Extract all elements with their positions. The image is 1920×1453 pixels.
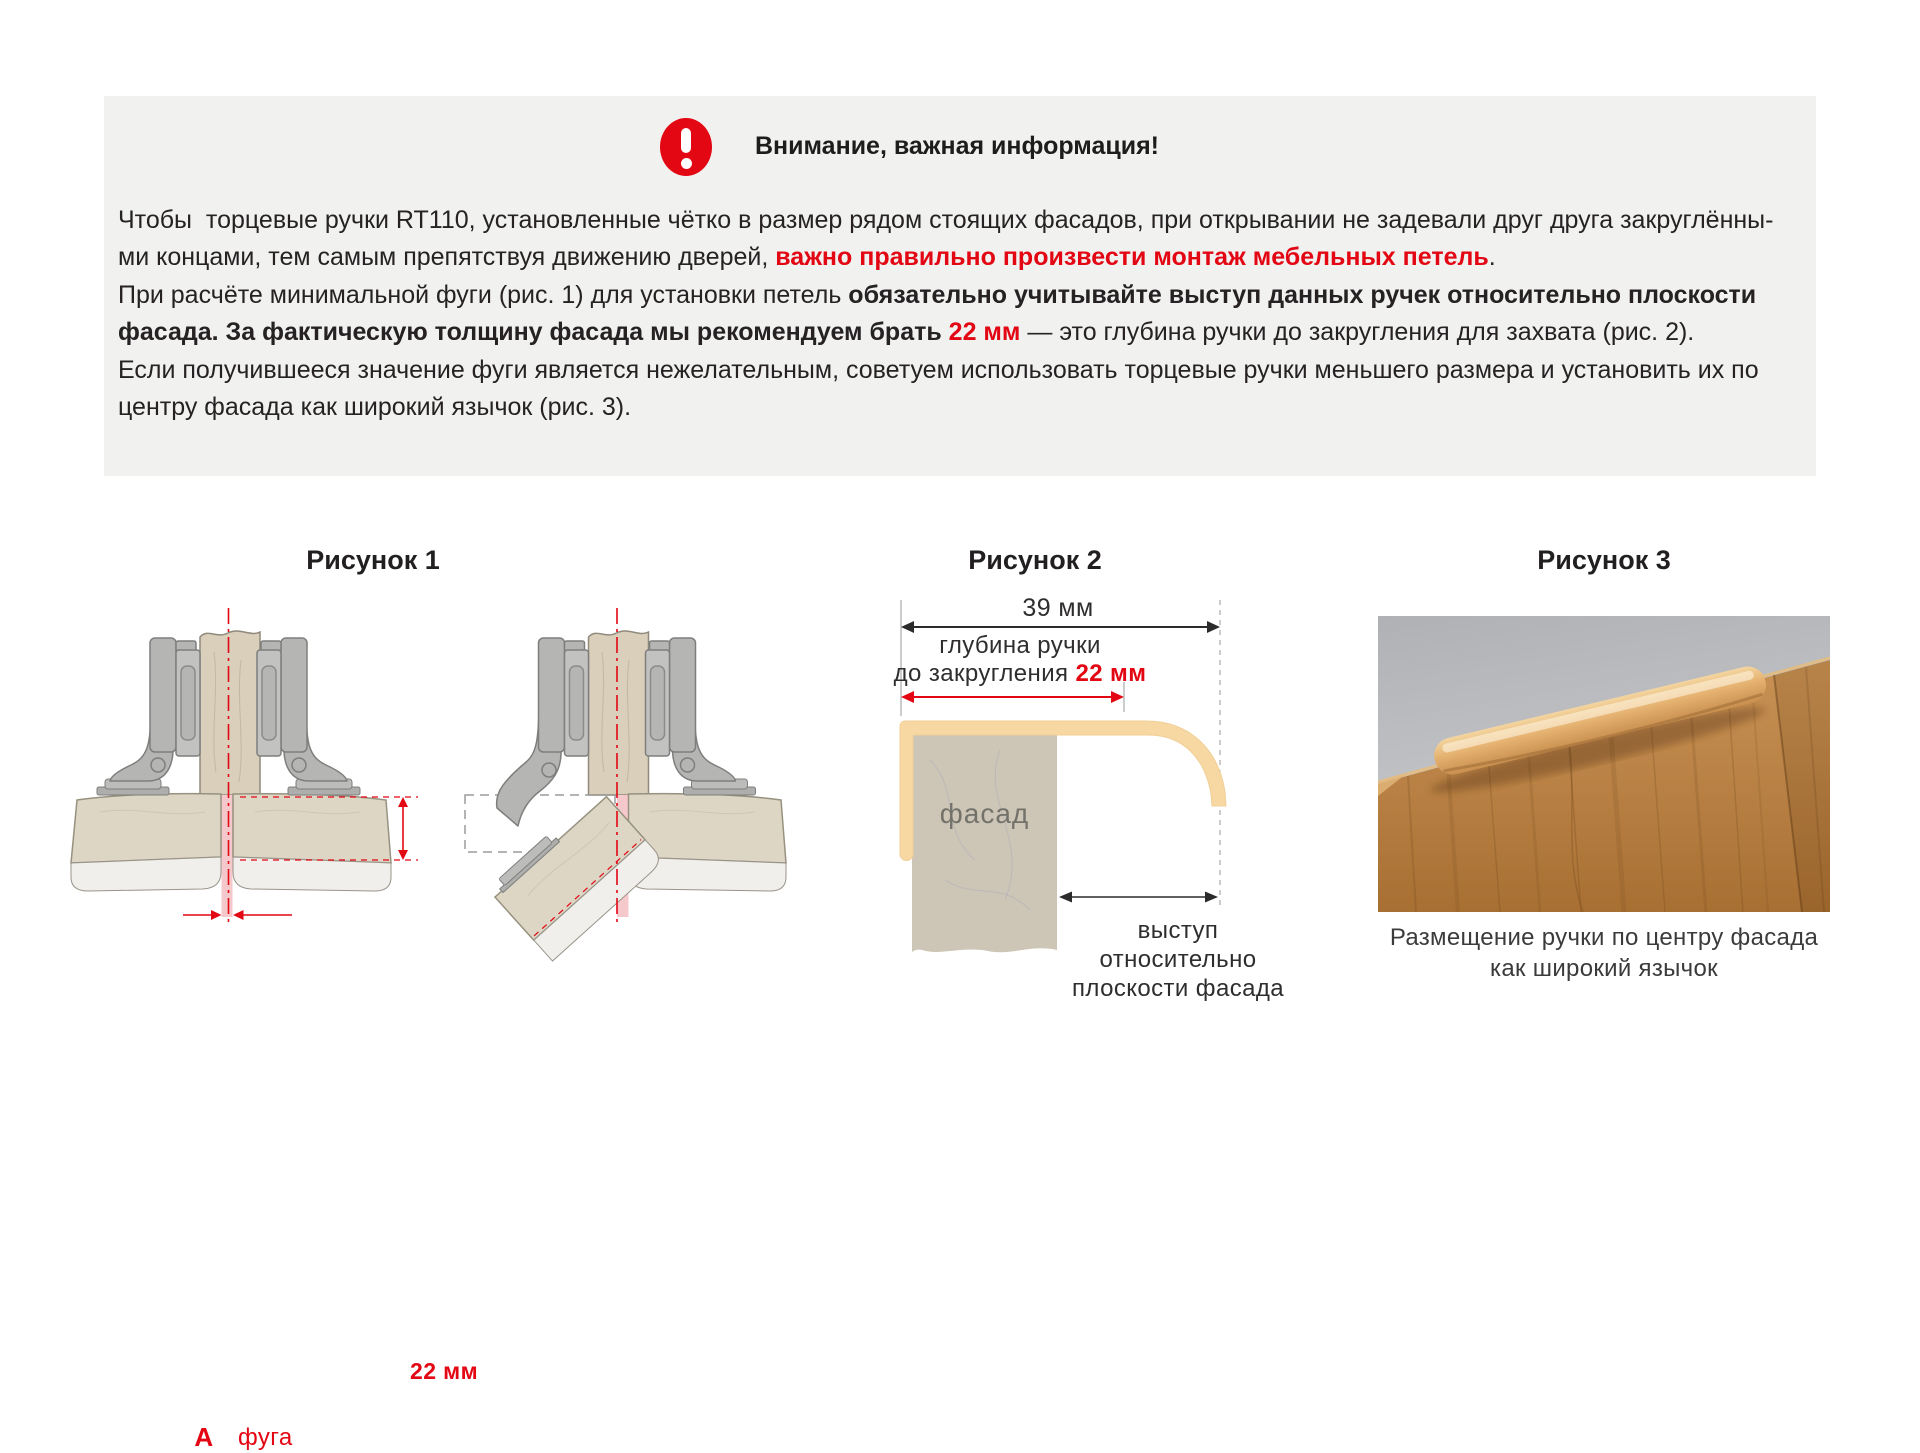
figure3-caption	[1378, 922, 1830, 984]
facade-panel	[912, 733, 1057, 952]
notice-paragraph-line: ми концами, тем самым препятствуя движению дверей, важно правильно произвести монтаж мебельных петель.	[118, 243, 1496, 272]
hinge-closed-diagram	[71, 608, 418, 924]
figure2-title: Рисунок 2	[968, 545, 1102, 575]
notice-paragraph-line: Чтобы торцевые ручки RT110, установленные чётко в размер рядом стоящих фасадов, при открывании не задевали друг друга закруглённы-	[118, 206, 1774, 234]
caption-line1: Размещение ручки по центру фасада	[1389, 924, 1819, 951]
gap-highlight	[222, 795, 233, 917]
depth-22mm-label: 22 мм	[410, 1358, 479, 1384]
facade-left	[71, 794, 221, 863]
notice-paragraph-line: Если получившееся значение фуги является нежелательным, советуем использовать торцевые ручки меньшего размера и установить их по	[118, 355, 1759, 384]
figure1-title: Рисунок 1	[306, 545, 440, 575]
protrusion-line1: выступ относительно	[1099, 917, 1257, 973]
hinge-open-icon	[497, 638, 589, 826]
protrusion-label	[1056, 916, 1300, 1003]
depth-22mm-value: 22 мм	[1075, 660, 1147, 687]
gap-a-label: А	[194, 1422, 214, 1452]
facade-label: фасад	[939, 798, 1030, 829]
exclamation-bar	[681, 128, 691, 153]
depth-dimension-arrow	[398, 797, 408, 860]
depth-dimension-arrow	[901, 691, 1124, 703]
fuga-label: фуга	[238, 1424, 293, 1451]
depth-note-line1: глубина ручки	[939, 632, 1101, 659]
notice-box	[104, 96, 1816, 476]
figure3-title: Рисунок 3	[1537, 545, 1671, 575]
figure3-handle-photo	[1378, 540, 1830, 1020]
protrusion-line2: плоскости фасада	[1072, 975, 1284, 1002]
exclamation-dot	[681, 158, 692, 169]
width-39mm-label: 39 мм	[1022, 594, 1094, 622]
hinge-icon	[110, 638, 200, 781]
notice-paragraph-line: При расчёте минимальной фуги (рис. 1) для установки петель обязательно учитывайте выступ данных ручек относительно плоскости	[118, 280, 1757, 309]
cabinet-partition	[200, 631, 260, 795]
notice-paragraph	[118, 202, 1812, 426]
facade-right	[233, 794, 391, 863]
warning-exclamation-icon	[660, 118, 712, 176]
figure1-drawing	[50, 540, 840, 1020]
cabinet-partition	[589, 631, 649, 795]
depth-note-label	[870, 632, 1170, 688]
figure2-handle-section	[870, 540, 1330, 1020]
notice-paragraph-line: фасада. За фактическую толщину фасада мы рекомендуем брать 22 мм — это глубина ручки до закругления для захвата (рис. 2).	[118, 318, 1695, 347]
figure1-hinge-diagrams	[50, 540, 840, 1452]
fuga-dimension-arrows	[183, 910, 292, 920]
protrusion-dimension-arrow	[1059, 892, 1218, 903]
handle-photo	[1378, 616, 1830, 912]
caption-line2: как широкий язычок	[1490, 955, 1718, 982]
notice-title: Внимание, важная информация!	[755, 132, 1160, 160]
hinge-open-diagram	[465, 608, 786, 961]
depth-note-line2: до закругления 22 мм	[893, 660, 1147, 687]
notice-paragraph-line: центру фасада как широкий язычок (рис. 3).	[118, 393, 632, 422]
